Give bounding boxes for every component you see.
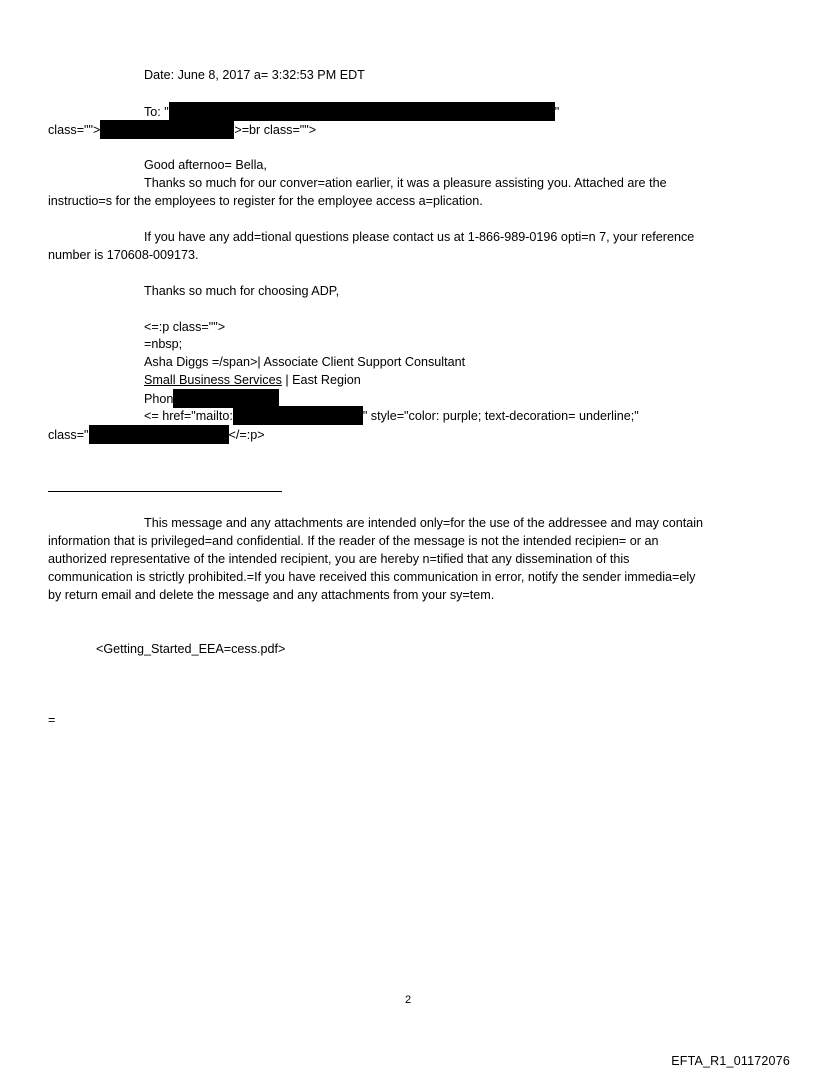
sig-class-suffix: </=:p> (228, 428, 265, 442)
to-suffix: " (554, 105, 560, 119)
bates-number: EFTA_R1_01172076 (671, 1054, 790, 1068)
mailto-prefix: <= href="mailto: (144, 409, 233, 423)
to-prefix: To: " (144, 105, 169, 119)
mailto-suffix: " style="color: purple; text-decoration= underline;" (362, 409, 639, 423)
closing: Thanks so much for choosing ADP, (144, 284, 340, 298)
signature-p-open: <=:p class=""> (144, 320, 226, 334)
redaction-bar (169, 102, 555, 121)
redaction-bar (233, 406, 363, 425)
to-line (144, 102, 559, 121)
body-paragraph-2-line-2: number is 170608-009173. (48, 248, 199, 262)
greeting: Good afternoo= Bella, (144, 158, 267, 172)
signature-nbsp: =nbsp; (144, 337, 183, 351)
disclaimer-line-3: authorized representative of the intended recipient, you are hereby n=tified that any dissemination of this (48, 552, 630, 566)
signature-mailto (144, 406, 639, 425)
stray-equals: = (48, 713, 56, 727)
signature-name-title: Asha Diggs =/span>| Associate Client Support Consultant (144, 355, 466, 369)
body-paragraph-1-line-1: Thanks so much for our conver=ation earlier, it was a pleasure assisting you. Attached are the (144, 176, 667, 190)
redaction-bar (100, 120, 234, 139)
signature-region: | East Region (281, 373, 361, 387)
class-prefix: class=""> (48, 123, 101, 137)
page-number: 2 (404, 994, 412, 1006)
date-line: Date: June 8, 2017 a= 3:32:53 PM EDT (144, 68, 365, 82)
separator-line (48, 491, 282, 492)
signature-class (48, 425, 265, 444)
signature-department (144, 371, 361, 389)
disclaimer-line-1: This message and any attachments are intended only=for the use of the addressee and may contain (144, 516, 704, 530)
sig-class-prefix: class=" (48, 428, 89, 442)
disclaimer-line-2: information that is privileged=and confidential. If the reader of the message is not the intended recipien= or an (48, 534, 659, 548)
class-line (48, 120, 316, 139)
body-paragraph-1-line-2: instructio=s for the employees to register for the employee access a=plication. (48, 194, 483, 208)
body-paragraph-2-line-1: If you have any add=tional questions please contact us at 1-866-989-0196 opti=n 7, your reference (144, 230, 695, 244)
class-suffix: >=br class=""> (234, 123, 317, 137)
disclaimer-line-4: communication is strictly prohibited.=If you have received this communication in error, notify the sender immedia=ely (48, 570, 696, 584)
signature-department-underlined: Small Business Services (144, 373, 282, 387)
disclaimer-line-5: by return email and delete the message and any attachments from your sy=tem. (48, 588, 495, 602)
attachment-name: <Getting_Started_EEA=cess.pdf> (96, 642, 286, 656)
phone-prefix: Phon (144, 392, 174, 406)
redaction-bar (89, 425, 229, 444)
